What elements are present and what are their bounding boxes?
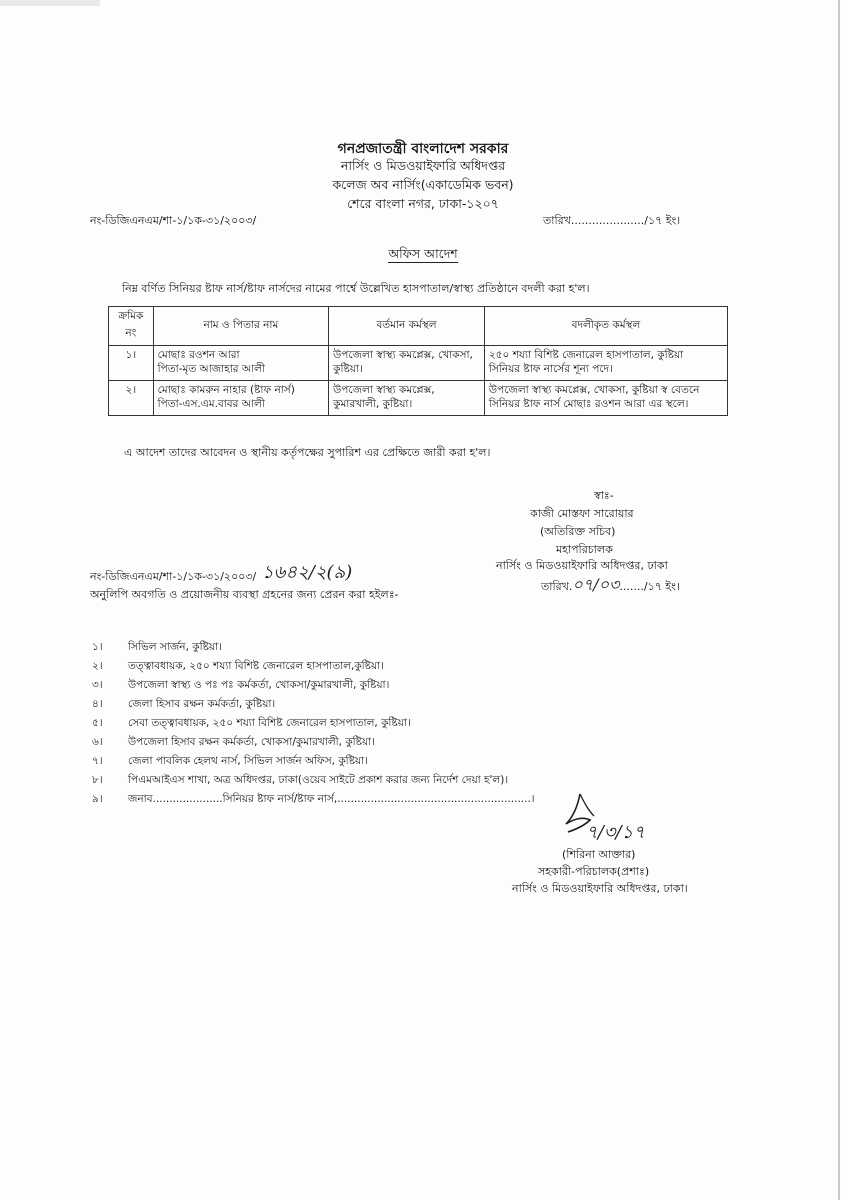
- row-transfer-line1: উপজেলা স্বাস্থ্য কমপ্লেক্স, খোকসা, কুষ্টিয়া স্ব বেতনে: [488, 384, 700, 396]
- list-item-number: ৭।: [92, 755, 103, 767]
- list-item: [92, 638, 535, 657]
- row-name: [153, 346, 328, 381]
- signatory1-name: কাজী মোস্তফা সারোয়ার: [530, 507, 634, 520]
- row-serial: ২।: [109, 381, 154, 416]
- order-title: [0, 246, 846, 266]
- memo-number: নং-ডিজিএনএম/শা-১/১ক-৩১/২০০৩/: [90, 214, 257, 227]
- scan-shadow-top: [0, 0, 100, 6]
- list-item: [92, 733, 535, 752]
- list-item-text: সেবা তত্ত্বাবধায়ক, ২৫০ শয্যা বিশিষ্ট জেনারেল হাসপাতাল, কুষ্টিয়া।: [128, 717, 411, 729]
- row-name: [153, 381, 328, 416]
- row-transfer-line1: ২৫০ শয্যা বিশিষ্ট জেনারেল হাসপাতাল, কুষ্টিয়া: [488, 349, 684, 361]
- signatory1-designation: (অতিরিক্ত সচিব): [540, 525, 616, 538]
- list-item: [92, 657, 535, 676]
- copy-intro: অনুলিপি অবগতি ও প্রয়োজনীয় ব্যবস্থা গ্রহনের জন্য প্রেরন করা হইলঃ-: [90, 588, 399, 601]
- copy-date-prefix: তারিখ.: [541, 580, 573, 593]
- row-current: [329, 381, 485, 416]
- row-current-line1: উপজেলা স্বাস্থ্য কমপ্লেক্স, খোকসা,: [333, 349, 473, 361]
- order-intro: নিম্ন বর্ণিত সিনিয়র ষ্টাফ নার্স/ষ্টাফ নার্সদের নামের পার্শ্বে উল্লেখিত হাসপাতাল/স্বাস্থ্য প্রতিষ্ঠানে বদলী করা হ'ল।: [122, 282, 590, 295]
- list-item-number: ৩।: [92, 679, 103, 691]
- list-item: [92, 676, 535, 695]
- row-transfer-line2: সিনিয়র ষ্টাফ নার্সের শূন্য পদে।: [488, 363, 613, 375]
- row-current: [329, 346, 485, 381]
- transfer-table: [108, 306, 728, 416]
- list-item-number: ৯।: [92, 793, 103, 805]
- header-serial: [109, 307, 154, 346]
- list-item-text: জনাব.....................সিনিয়র ষ্টাফ নার্স/ষ্টাফ নার্স,..........................................................।: [128, 793, 535, 805]
- header-government: গনপ্রজাতন্ত্রী বাংলাদেশ সরকার: [337, 141, 509, 157]
- signatory1-office: নার্সিং ও মিডওয়াইফারি অধিদপ্তর, ঢাকা: [496, 559, 668, 572]
- row-transfer: [484, 346, 727, 381]
- list-item-number: ৫।: [92, 717, 103, 729]
- copy-date: [541, 572, 680, 599]
- memo-date: তারিখ...................../১৭ ইং।: [543, 214, 681, 227]
- list-item: [92, 695, 535, 714]
- signature-date: ৭/৩/১৭: [586, 822, 645, 843]
- signatory2-role: সহকারী-পরিচালক(প্রশাঃ): [538, 865, 650, 878]
- list-item: [92, 790, 535, 809]
- table-row: [109, 381, 728, 416]
- list-item-text: পিএমআইএস শাখা, অত্র অধিদপ্তর, ঢাকা(ওয়েব সাইটে প্রকাশ করার জন্য নির্দেশ দেয়া হ'ল)।: [128, 774, 509, 786]
- signatory2-name: (শিরিনা আক্তার): [562, 848, 636, 861]
- list-item-number: ২।: [92, 660, 103, 672]
- handwritten-date: ০৭/০৩: [572, 575, 620, 594]
- header-name: নাম ও পিতার নাম: [153, 307, 328, 346]
- handwritten-memo-number: ১৬৪২/২(৯): [262, 562, 353, 583]
- list-item: [92, 714, 535, 733]
- order-note: এ আদেশ তাদের আবেদন ও স্থানীয় কর্তৃপক্ষের সুপারিশ এর প্রেক্ষিতে জারী করা হ'ল।: [124, 446, 491, 459]
- list-item-text: তত্ত্বাবধায়ক, ২৫০ শয্যা বিশিষ্ট জেনারেল হাসপাতাল,কুষ্টিয়া।: [128, 660, 384, 672]
- list-item-number: ১।: [92, 641, 103, 653]
- header-transferred: বদলীকৃত কর্মস্থল: [484, 307, 727, 346]
- copy-memo-number: নং-ডিজিএনএম/শা-১/১ক-৩১/২০০৩/: [90, 570, 257, 583]
- row-name-line1: মোছাঃ কামরুন নাহার (ষ্টাফ নার্স): [157, 384, 295, 396]
- row-name-line1: মোছাঃ রওশন আরা: [157, 349, 240, 361]
- table-header-row: [109, 307, 728, 346]
- table-row: [109, 346, 728, 381]
- list-item-number: ৪।: [92, 698, 103, 710]
- header-current: বর্তমান কর্মস্থল: [329, 307, 485, 346]
- signatory2-office: নার্সিং ও মিডওয়াইফারি অধিদপ্তর, ঢাকা।: [512, 882, 688, 895]
- recipient-list: [92, 638, 535, 809]
- list-item-text: সিভিল সার্জন, কুষ্টিয়া।: [128, 641, 222, 653]
- list-item-text: উপজেলা স্বাস্থ্য ও পঃ পঃ কর্মকর্তা, খোকসা/কুমারখালী, কুষ্টিয়া।: [128, 679, 390, 691]
- row-transfer-line2: সিনিয়র ষ্টাফ নার্স মোছাঃ রওশন আরা এর স্থলে।: [488, 398, 689, 410]
- list-item-number: ৮।: [92, 774, 103, 786]
- row-name-line2: পিতা-মৃত আজাহার আলী: [157, 363, 265, 375]
- row-current-line2: কুমারখালী, কুষ্টিয়া।: [333, 398, 413, 410]
- order-title-text: অফিস আদেশ: [388, 246, 458, 261]
- row-serial: ১।: [109, 346, 154, 381]
- list-item: [92, 752, 535, 771]
- header-directorate: নার্সিং ও মিডওয়াইফারি অধিদপ্তর: [340, 158, 506, 173]
- copy-date-suffix: ......./১৭ ইং।: [619, 580, 680, 593]
- list-item-text: জেলা হিসাব রক্ষন কর্মকর্তা, কুষ্টিয়া।: [128, 698, 276, 710]
- header-college: কলেজ অব নার্সিং(একাডেমিক ভবন): [332, 177, 514, 192]
- list-item-text: উপজেলা হিসাব রক্ষন কর্মকর্তা, খোকসা/কুমারখালী, কুষ্টিয়া।: [128, 736, 375, 748]
- signatory1-role: মহাপরিচালক: [556, 543, 613, 556]
- list-item-number: ৬।: [92, 736, 103, 748]
- row-name-line2: পিতা-এস.এম.বাবর আলী: [157, 398, 265, 410]
- list-item-text: জেলা পাবলিক হেলথ নার্স, সিভিল সার্জন অফিস, কুষ্টিয়া।: [128, 755, 368, 767]
- sign-mark: স্বাঃ-: [594, 489, 614, 502]
- header-serial-line2: নং: [125, 327, 137, 339]
- row-current-line1: উপজেলা স্বাস্থ্য কমপ্লেক্স,: [333, 384, 435, 396]
- header-address: শেরে বাংলা নগর, ঢাকা-১২০৭: [347, 196, 499, 211]
- list-item: [92, 771, 535, 790]
- header-serial-line1: ক্রমিক: [118, 310, 144, 322]
- row-transfer: [484, 381, 727, 416]
- row-current-line2: কুষ্টিয়া।: [333, 363, 363, 375]
